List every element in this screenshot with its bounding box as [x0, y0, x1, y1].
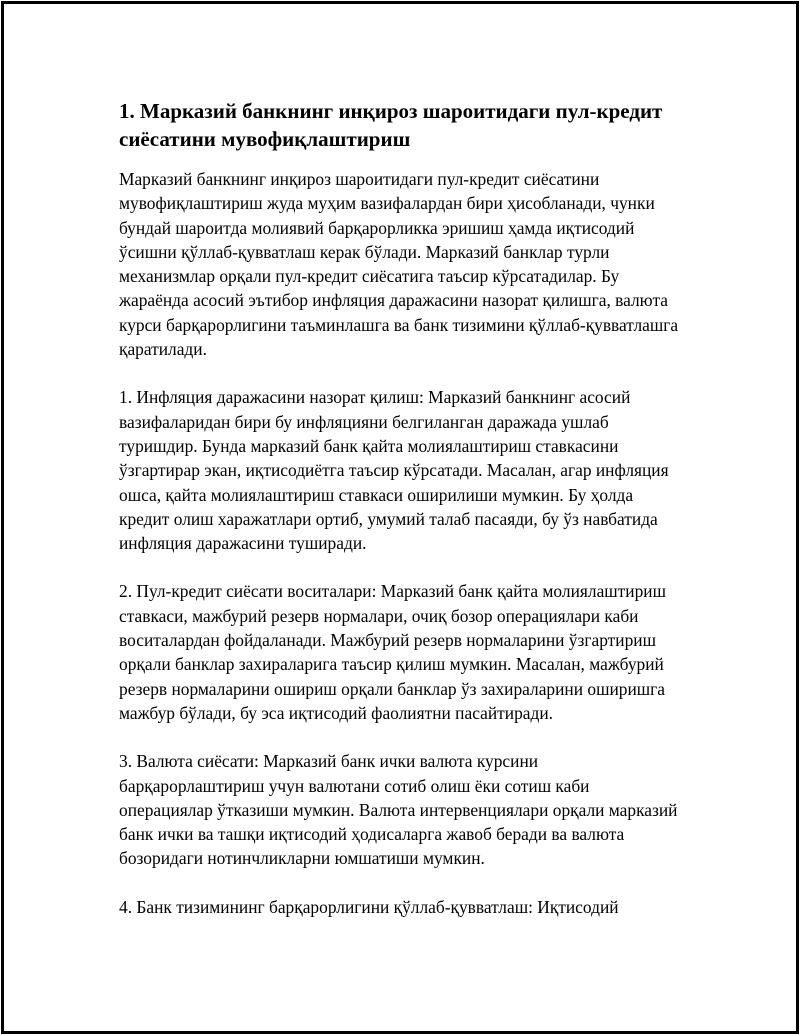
paragraph-monetary-tools: 2. Пул-кредит сиёсати воситалари: Марказий банк қайта молиялаштириш ставкаси, мажбурий резерв нормалари, очиқ бозор операциялари каби воситалардан фойдаланади. Мажбурий резерв нормаларини ўзгартириш орқали банклар захираларига таъсир қилиш мумкин. Масалан, мажбурий резерв нормаларини ошириш орқали банклар ўз захираларини оширишга мажбур бўлади, бу эса иқтисодий фаолиятни пасайтиради.: [119, 581, 666, 723]
paragraph-currency-policy: 3. Валюта сиёсати: Марказий банк ички валюта курсини барқарорлаштириш учун валютани сотиб олиш ёки сотиш каби операциялар ўтказиши мумкин. Валюта интервенциялари орқали марказий банк ички ва ташқи иқтисодий ҳодисаларга жавоб беради ва валюта бозоридаги нотинчликларни юмшатиши мумкин.: [119, 751, 678, 869]
document-title: 1. Марказий банкнинг инқироз шароитидаги пул-кредит сиёсатини мувофиқлаштириш: [119, 99, 663, 151]
paragraph-inflation-control: 1. Инфляция даражасини назорат қилиш: Марказий банкнинг асосий вазифаларидан бири бу инфляцияни белгиланган даражада ушлаб туришдир. Бунда марказий банк қайта молиялаштириш ставкасини ўзгартирар экан, иқтисодиётга таъсир кўрсатади. Масалан, агар инфляция ошса, қайта молиялаштириш ставкаси оширилиши мумкин. Бу ҳолда кредит олиш харажатлари ортиб, умумий талаб пасаяди, бу ўз навбатида инфляция даражасини туширади.: [119, 387, 669, 554]
page-frame: [1, 1, 799, 1034]
paragraph-bank-stability: 4. Банк тизимининг барқарорлигини қўллаб-қувватлаш: Иқтисодий: [119, 896, 619, 917]
document-body: [119, 97, 684, 943]
intro-paragraph: Марказий банкнинг инқироз шароитидаги пул-кредит сиёсатини мувофиқлаштириш жуда муҳим вазифалардан бири ҳисобланади, чунки бундай шароитда молиявий барқарорликка эришиш ҳамда иқтисодий ўсишни қўллаб-қувватлаш керак бўлади. Марказий банклар турли механизмлар орқали пул-кредит сиёсатига таъсир кўрсатадилар. Бу жараёнда асосий эътибор инфляция даражасини назорат қилишга, валюта курси барқарорлигини таъминлашга ва банк тизимини қўллаб-қувватлашга қаратилади.: [119, 169, 679, 360]
